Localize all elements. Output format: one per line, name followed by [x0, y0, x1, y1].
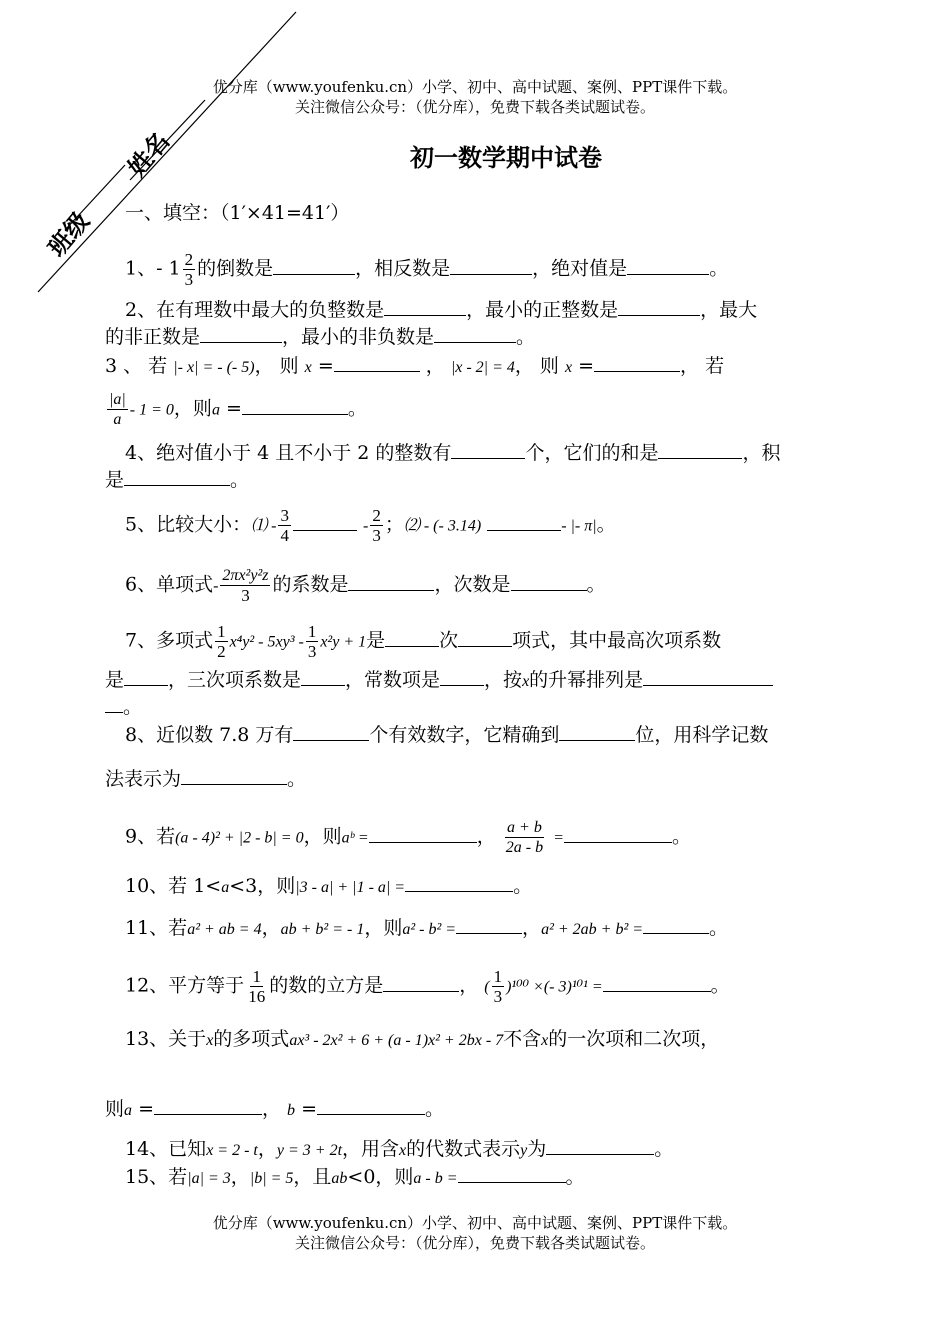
question-4: 4、绝对值小于 4 且不小于 2 的整数有 个，它们的和是 ，积 — [125, 442, 781, 464]
fraction: $\frac{2}{3}$ — [184, 250, 194, 289]
fraction: $\frac{1}{2}$ — [217, 622, 226, 661]
answer-blank[interactable] — [181, 766, 287, 785]
answer-blank[interactable] — [293, 722, 369, 741]
question-15: 15、若|a| = 3，|b| = 5，且ab<0，则a - b = 。 — [125, 1166, 585, 1188]
answer-blank[interactable] — [154, 1096, 262, 1115]
footer-line-1: 优分库（www.youfenku.cn）小学、初中、高中试题、案例、PPT课件下载。 — [212, 1214, 738, 1232]
question-7-cont: 是 ，三次项系数是 ，常数项是 ，按x的升幂排列是 — [105, 667, 860, 695]
fraction: $\frac{a + b}{2a - b}$ — [505, 819, 544, 856]
answer-blank[interactable] — [511, 572, 587, 591]
question-14: 14、已知x = 2 - t，y = 3 + 2t，用含x的代数式表示y为 。 — [125, 1138, 674, 1160]
question-6: 6、单项式- $\frac{\text{2πx²y²z}}{3}$ 的系数是 ，次数是 。 — [125, 567, 606, 605]
fraction: $\frac{1}{3}$ — [307, 622, 317, 661]
answer-blank[interactable] — [559, 722, 635, 741]
answer-blank[interactable] — [594, 353, 680, 372]
question-3-cont: $\frac{|a|}{a}$ - 1 = 0，则a = 。 — [109, 391, 367, 428]
fraction: $\frac{3}{4}$ — [280, 506, 289, 545]
question-11: 11、若a² + ab = 4，ab + b² = - 1，则a² - b² = ，a² + 2ab + b² = 。 — [125, 917, 729, 939]
class-label: 班级 — [41, 206, 95, 262]
question-7: 7、多项式 $\frac{1}{2}$ x⁴y² - 5xy³ - $\frac{1}{3}$ x²y + 1是 次 项式，其中最高次项系数 — [125, 622, 722, 661]
answer-blank[interactable] — [458, 1164, 566, 1183]
question-1: 1、- 1 $\frac{2}{3}$ 的倒数是 ，相反数是 ，绝对值是 。 — [125, 250, 729, 289]
question-4-cont: 是 。 — [105, 469, 250, 491]
answer-blank[interactable] — [658, 440, 742, 459]
question-2: 2、在有理数中最大的负整数是 ，最小的正整数是 ，最大 — [125, 299, 758, 321]
answer-blank[interactable] — [334, 353, 420, 372]
answer-blank[interactable] — [105, 694, 123, 713]
answer-blank[interactable] — [124, 467, 230, 486]
fraction: $\frac{2}{3}$ — [372, 506, 381, 545]
page-title: 初一数学期中试卷 — [410, 143, 602, 172]
header-line-2: 关注微信公众号：（优分库），免费下载各类试题试卷。 — [294, 98, 655, 116]
answer-blank[interactable] — [124, 667, 168, 686]
answer-blank[interactable] — [293, 512, 357, 531]
question-10: 10、若 1<a<3，则|3 - a| + |1 - a| = 。 — [125, 875, 533, 897]
answer-blank[interactable] — [450, 256, 532, 275]
fraction: $\frac{|a|}{a}$ — [109, 391, 126, 428]
question-13: 13、关于x的多项式ax³ - 2x² + 6 + (a - 1)x² + 2bx - 7不含x的一次项和二次项， — [125, 1028, 720, 1050]
answer-blank[interactable] — [627, 256, 709, 275]
answer-blank[interactable] — [546, 1136, 654, 1155]
answer-blank[interactable] — [440, 667, 484, 686]
header-line-1: 优分库（www.youfenku.cn）小学、初中、高中试题、案例、PPT课件下载。 — [212, 78, 738, 96]
answer-blank[interactable] — [456, 915, 522, 934]
answer-blank[interactable] — [385, 628, 439, 647]
name-label: 姓名 — [121, 126, 175, 182]
answer-blank[interactable] — [643, 915, 709, 934]
answer-blank[interactable] — [384, 297, 466, 316]
answer-blank[interactable] — [487, 512, 561, 531]
answer-blank[interactable] — [348, 572, 434, 591]
answer-blank[interactable] — [564, 824, 672, 843]
question-9: 9、若(a - 4)² + |2 - b| = 0，则aᵇ = ， $\frac{a + b}{2a - b}$ = 。 — [125, 819, 691, 856]
answer-blank[interactable] — [405, 873, 513, 892]
answer-blank[interactable] — [383, 973, 459, 992]
fraction: $\frac{\text{2πx²y²z}}{3}$ — [222, 567, 269, 605]
answer-blank[interactable] — [242, 396, 348, 415]
question-7-cont2: 。 — [105, 694, 860, 720]
answer-blank[interactable] — [643, 667, 773, 686]
answer-blank[interactable] — [618, 297, 700, 316]
answer-blank[interactable] — [301, 667, 345, 686]
answer-blank[interactable] — [434, 324, 516, 343]
answer-blank[interactable] — [273, 256, 355, 275]
question-3: 3 、 若 |- x| = - (- 5)， 则 x = ， |x - 2| = 4， 则 x = ， 若 — [105, 355, 725, 377]
answer-blank[interactable] — [458, 628, 512, 647]
fraction: $\frac{1}{16}$ — [248, 967, 266, 1006]
footer-line-2: 关注微信公众号：（优分库），免费下载各类试题试卷。 — [294, 1234, 655, 1252]
answer-blank[interactable] — [200, 324, 282, 343]
answer-blank[interactable] — [451, 440, 525, 459]
fraction: $\frac{1}{3}$ — [493, 967, 503, 1006]
question-8-cont: 法表示为 。 — [105, 768, 307, 790]
question-5: 5、比较大小：⑴ - $\frac{3}{4}$ - $\frac{2}{3}$ ；⑵ - (- 3.14) - |- π|。 — [125, 506, 616, 545]
answer-blank[interactable] — [603, 973, 711, 992]
question-12: 12、平方等于 $\frac{1}{16}$ 的数的立方是 ， ( $\frac{1}{3}$ )¹⁰⁰ ×(- 3)¹⁰¹ = 。 — [125, 967, 730, 1006]
section-heading: 一、填空：（1′×41=41′） — [125, 202, 350, 224]
question-8: 8、近似数 7.8 万有 个有效数字，它精确到 位，用科学记数 — [125, 724, 769, 746]
question-2-cont: 的非正数是 ，最小的非负数是 。 — [105, 326, 536, 348]
question-13-cont: 则a = ， b = 。 — [105, 1098, 445, 1120]
answer-blank[interactable] — [317, 1096, 425, 1115]
answer-blank[interactable] — [369, 824, 477, 843]
